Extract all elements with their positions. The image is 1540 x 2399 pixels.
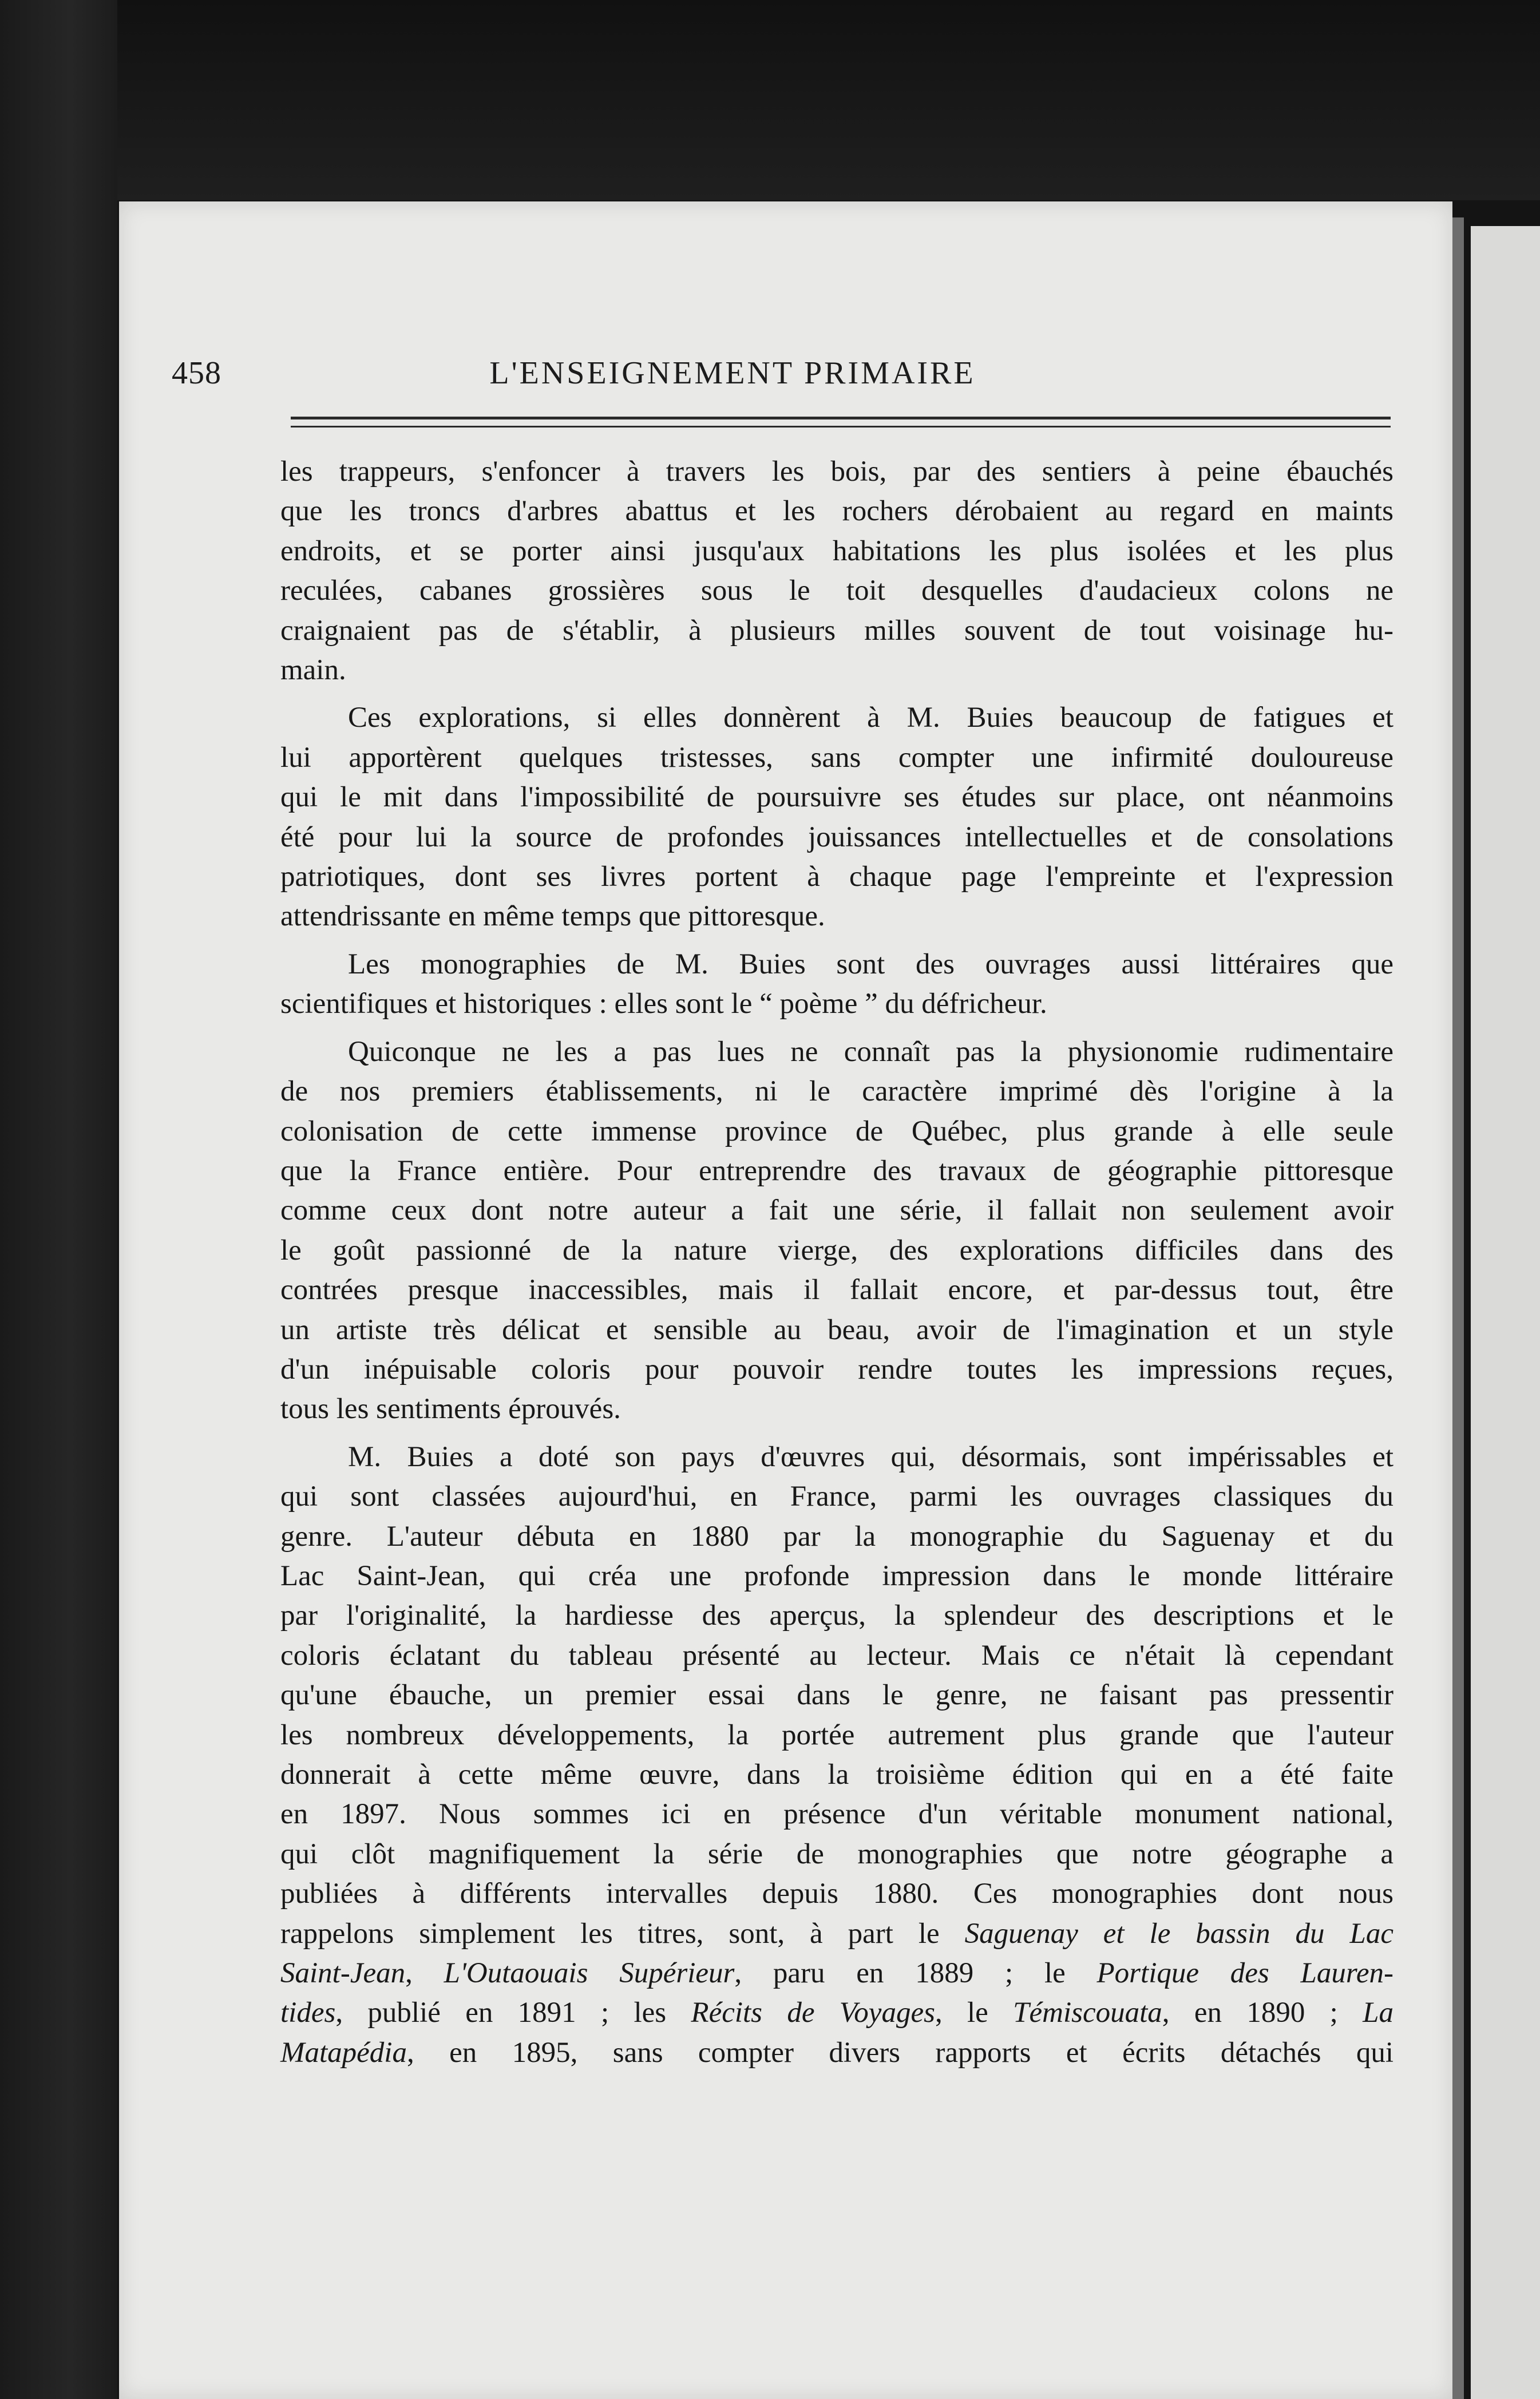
italic-title: Témiscouata [1013,1997,1162,2029]
text-line: coloris éclatant du tableau présenté au lecteur. Mais ce n'était là cependant [280,1639,1393,1672]
text-line-mixed [280,2033,1393,2073]
text-line: endroits, et se porter ainsi jusqu'aux habitations les plus isolées et les plus [280,535,1393,567]
text-line: le goût passionné de la nature vierge, des explorations difficiles dans des [280,1234,1393,1266]
text-run: rappelons simplement les titres, sont, à part le [280,1917,965,1950]
text-line: Quiconque ne les a pas lues ne connaît pas la physionomie rudimentaire [348,1035,1393,1068]
italic-title: Matapédia [280,2036,407,2069]
adjacent-page-edge [1471,226,1540,2399]
italic-title: Récits de Voyages [691,1997,935,2029]
page-header [172,355,1293,401]
running-title: L'ENSEIGNEMENT PRIMAIRE [489,355,976,391]
text-run: , [405,1957,444,1990]
text-line: qui le mit dans l'impossibilité de poursuivre ses études sur place, ont néanmoins [280,781,1393,814]
italic-title: La [1363,1997,1393,2029]
text-line: un artiste très délicat et sensible au beau, avoir de l'imagination et un style [280,1313,1393,1346]
text-line: M. Buies a doté son pays d'œuvres qui, désormais, sont impérissables et [348,1440,1393,1473]
text-line-mixed [280,1993,1393,2033]
text-line: d'un inépuisable coloris pour pouvoir rendre toutes les impressions reçues, [280,1353,1393,1385]
header-rule-thick [291,417,1391,419]
text-line: reculées, cabanes grossières sous le toit desquelles d'audacieux colons ne [280,575,1393,607]
text-line: colonisation de cette immense province de Québec, plus grande à elle seule [280,1115,1393,1147]
text-line: qu'une ébauche, un premier essai dans le genre, ne faisant pas pressentir [280,1679,1393,1712]
text-line-mixed [280,1954,1393,1993]
text-line: les trappeurs, s'enfoncer à travers les bois, par des sentiers à peine ébauchés [280,456,1393,488]
text-line: contrées presque inaccessibles, mais il fallait encore, et par-dessus tout, être [280,1274,1393,1307]
italic-title: tides [280,1997,336,2029]
text-line: Lac Saint-Jean, qui créa une profonde impression dans le monde littéraire [280,1559,1393,1592]
scan-backdrop-left [0,0,117,2399]
text-line: main. [280,654,346,687]
italic-title: L'Outaouais Supérieur [444,1957,735,1990]
text-line: été pour lui la source de profondes jouissances intellectuelles et de consolations [280,821,1393,853]
text-line: Les monographies de M. Buies sont des ouvrages aussi littéraires que [348,948,1393,980]
text-line: scientifiques et historiques : elles sont le “ poème ” du défricheur. [280,988,1047,1020]
text-line: publiées à différents intervalles depuis 1880. Ces monographies dont nous [280,1878,1393,1910]
paragraph-4 [280,1032,1393,1430]
italic-title: Portique des Lauren- [1096,1957,1393,1990]
header-rule-thin [291,426,1391,427]
text-line: comme ceux dont notre auteur a fait une série, il fallait non seulement avoir [280,1194,1393,1227]
text-line: que la France entière. Pour entreprendre des travaux de géographie pittoresque [280,1154,1393,1187]
text-line: en 1897. Nous sommes ici en présence d'un véritable monument national, [280,1798,1393,1831]
body-text [280,452,1393,2081]
paragraph-2 [280,698,1393,936]
text-line: genre. L'auteur débuta en 1880 par la monographie du Saguenay et du [280,1520,1393,1553]
text-line: donnerait à cette même œuvre, dans la troisième édition qui en a été faite [280,1759,1393,1791]
text-run: , publié en 1891 ; les [335,1997,691,2029]
text-line: craignaient pas de s'établir, à plusieurs milles souvent de tout voisinage hu- [280,614,1393,647]
text-line: qui sont classées aujourd'hui, en France, parmi les ouvrages classiques du [280,1480,1393,1513]
italic-title: Saint-Jean [280,1957,406,1990]
paragraph-3 [280,945,1393,1024]
text-run: , le [935,1997,1014,2029]
text-line: que les troncs d'arbres abattus et les rochers dérobaient au regard en maints [280,495,1393,528]
text-line: patriotiques, dont ses livres portent à chaque page l'empreinte et l'expression [280,861,1393,893]
text-run: , paru en 1889 ; le [734,1957,1097,1990]
text-run: , en 1895, sans compter divers rapports et écrits détachés qui [406,2036,1393,2069]
text-line: par l'originalité, la hardiesse des aperçus, la splendeur des descriptions et le [280,1600,1393,1632]
text-line: Ces explorations, si elles donnèrent à M. Buies beaucoup de fatigues et [348,702,1393,734]
paragraph-1 [280,452,1393,690]
text-line: attendrissante en même temps que pittoresque. [280,900,825,933]
italic-title: Saguenay et le bassin du Lac [964,1917,1393,1950]
text-line: de nos premiers établissements, ni le caractère imprimé dès l'origine à la [280,1075,1393,1108]
text-line: les nombreux développements, la portée autrement plus grande que l'auteur [280,1719,1393,1751]
text-run: , en 1890 ; [1162,1997,1363,2029]
text-line: qui clôt magnifiquement la série de monographies que notre géographe a [280,1838,1393,1870]
paragraph-5 [280,1438,1393,2073]
text-line: tous les sentiments éprouvés. [280,1393,621,1426]
text-line-mixed [280,1914,1393,1954]
page-number: 458 [172,355,221,391]
page-gutter-shadow [1452,217,1464,2399]
text-line: lui apportèrent quelques tristesses, sans compter une infirmité douloureuse [280,741,1393,774]
scan-backdrop-top [0,0,1540,200]
